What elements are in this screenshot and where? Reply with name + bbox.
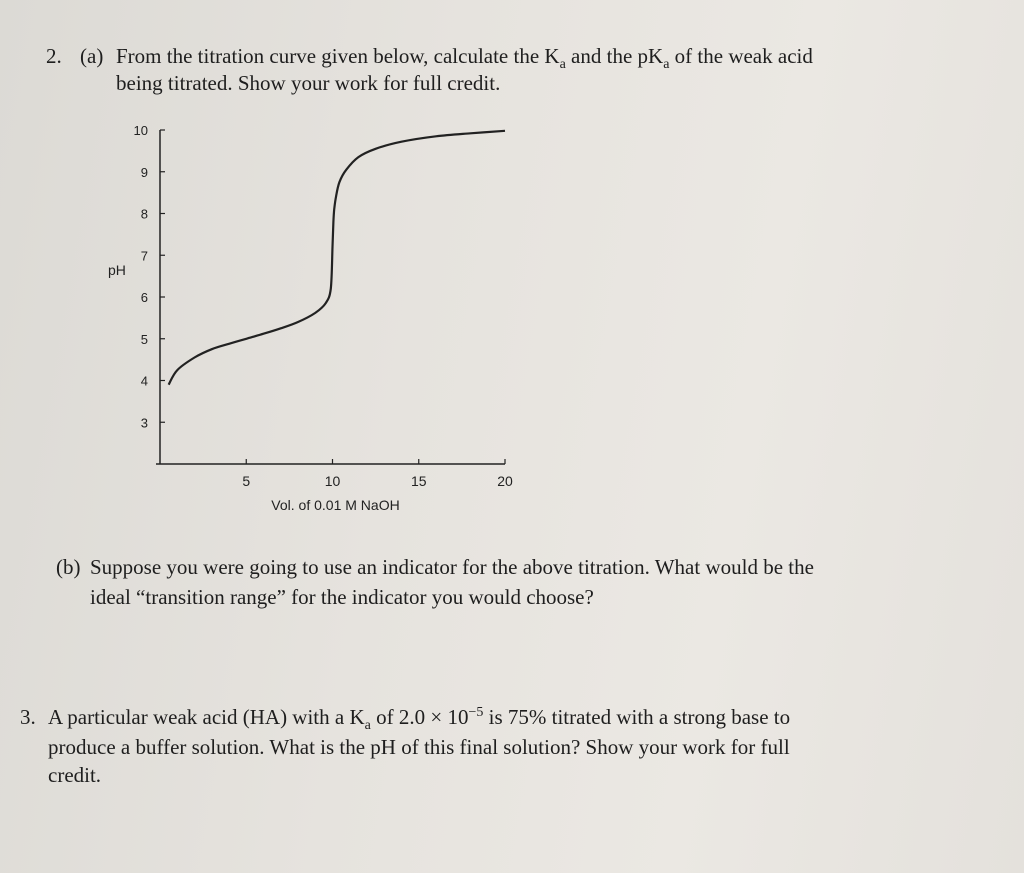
x-tick-label: 20 <box>497 473 513 489</box>
titration-curve-line <box>169 131 505 385</box>
y-tick-label: 10 <box>133 123 148 138</box>
titration-curve-chart <box>90 110 530 530</box>
y-tick-label: 8 <box>140 206 148 222</box>
question-number: 3. <box>20 705 36 729</box>
y-tick-label: 7 <box>140 248 148 264</box>
question-2b-text-line-2: ideal “transition range” for the indicator you would choose? <box>90 585 594 609</box>
part-b-label: (b) <box>56 555 81 579</box>
y-tick-label: 9 <box>140 164 148 180</box>
question-2b-text-line-1: Suppose you were going to use an indicator for the above titration. What would be the <box>90 555 814 579</box>
question-2a-text-line-2: being titrated. Show your work for full credit. <box>116 71 501 95</box>
y-axis-label: pH <box>108 262 126 278</box>
y-tick-label: 3 <box>140 415 148 431</box>
question-3-text-line-2: produce a buffer solution. What is the pH of this final solution? Show your work for full <box>48 735 790 759</box>
question-3-text-line-3: credit. <box>48 763 102 787</box>
y-tick-label: 5 <box>140 331 148 347</box>
part-a-label: (a) <box>80 44 104 68</box>
x-tick-label: 5 <box>242 473 251 489</box>
chart-axes <box>156 130 505 464</box>
x-tick-label: 15 <box>410 473 427 489</box>
question-2a-text-line-1: From the titration curve given below, calculate the $K_a$ and the $pK_a$ of the weak acid <box>116 44 813 73</box>
y-tick-label: 6 <box>140 290 148 305</box>
x-axis-label: Vol. of 0.01 M NaOH <box>271 497 400 513</box>
question-3-text-line-1: A particular weak acid (HA) with a $K_a$ of $2.0 \times 10^{-5}$ is 75% titrated with a strong base to <box>48 705 791 734</box>
y-tick-label: 4 <box>140 373 148 389</box>
x-tick-label: 10 <box>324 473 341 489</box>
question-number: 2. <box>46 44 62 68</box>
